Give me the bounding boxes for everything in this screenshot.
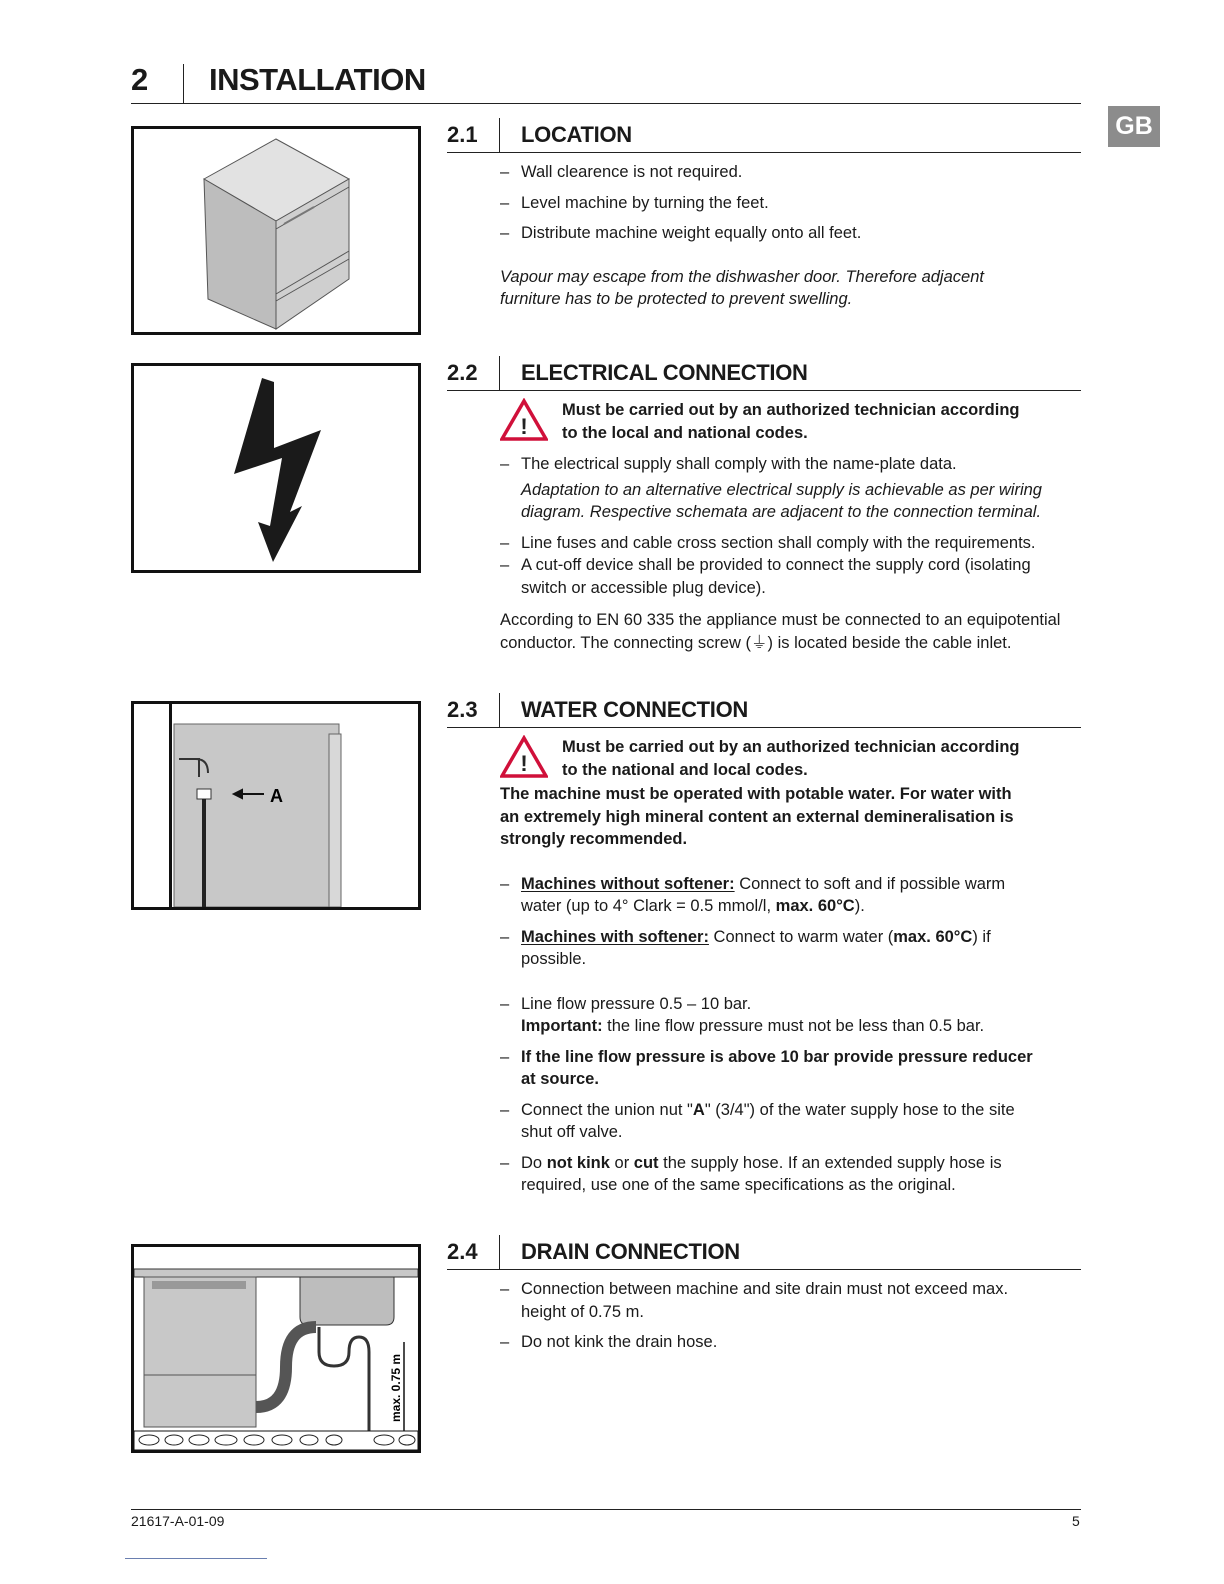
lightning-bolt-icon xyxy=(134,366,418,570)
text-run: the line flow pressure must not be less than 0.5 bar. xyxy=(602,1017,985,1035)
bullet-dash: – xyxy=(500,1333,510,1351)
text-run: A xyxy=(692,1100,705,1119)
list-item xyxy=(500,1331,1081,1354)
text-run: height of 0.75 m. xyxy=(521,1302,644,1321)
warning-triangle-icon xyxy=(500,398,548,449)
list-item xyxy=(500,554,1081,599)
list-item xyxy=(500,873,1081,918)
water-connection-illustration xyxy=(134,704,418,907)
text-run: or xyxy=(609,1153,634,1172)
list-item xyxy=(500,222,1081,245)
svg-text:!: ! xyxy=(520,751,528,776)
section-number: 2.3 xyxy=(447,697,478,722)
text-line xyxy=(521,873,1081,896)
footer-mark xyxy=(125,1558,267,1559)
footer-rule xyxy=(131,1509,1081,1510)
bullet-dash: – xyxy=(500,994,510,1013)
figure-electrical xyxy=(131,363,421,573)
chapter-title: INSTALLATION xyxy=(209,62,426,97)
document-code: 21617-A-01-09 xyxy=(131,1513,225,1529)
text-line xyxy=(521,1099,1081,1122)
bullet-dash: – xyxy=(500,874,510,893)
section-number: 2.4 xyxy=(447,1239,478,1264)
text-line xyxy=(521,1121,1081,1144)
text-run: Do not kink the drain hose. xyxy=(521,1333,718,1351)
text-run: possible. xyxy=(521,950,587,968)
dishwasher-illustration xyxy=(134,129,418,332)
figure-water-connection xyxy=(131,701,421,910)
bullet-dash: – xyxy=(500,927,510,946)
text-run: Distribute machine weight equally onto all feet. xyxy=(521,224,862,242)
text-run: A cut-off device shall be provided to connect the supply cord (isolating xyxy=(521,556,1031,574)
list-item xyxy=(500,1099,1081,1144)
drain-illustration xyxy=(134,1247,418,1450)
text-line xyxy=(500,609,1081,632)
max-height-label: max. 0.75 m xyxy=(389,1353,403,1422)
text-line xyxy=(521,1331,1081,1354)
text-line xyxy=(521,1278,1081,1301)
list-item xyxy=(500,532,1081,555)
text-run: Must be carried out by an authorized technician according xyxy=(562,401,1020,419)
text-run: " (3/4") of the water supply hose to the site xyxy=(704,1100,1015,1119)
language-badge: GB xyxy=(1108,106,1160,147)
paragraph xyxy=(500,609,1081,654)
list-item xyxy=(500,1152,1081,1197)
text-run: to the national and local codes. xyxy=(562,760,808,779)
section-2-4 xyxy=(447,1235,1081,1354)
text-line xyxy=(500,783,1081,806)
list-item xyxy=(500,993,1081,1038)
text-run: diagram. Respective schemata are adjacent to the connection terminal. xyxy=(521,503,1042,521)
section-divider xyxy=(499,1235,500,1269)
text-run: max. 60°C xyxy=(775,897,855,915)
text-line xyxy=(562,736,1081,759)
list-item xyxy=(500,1278,1081,1323)
text-run: ) is located beside the cable inlet. xyxy=(767,633,1012,652)
chapter-number: 2 xyxy=(131,62,149,97)
text-run: The machine must be operated with potable water. For water with xyxy=(500,785,1012,803)
text-run: Connect to warm water ( xyxy=(708,927,894,946)
text-line xyxy=(521,926,1081,949)
text-run: Adaptation to an alternative electrical supply is achievable as per wiring xyxy=(521,480,1042,499)
text-run: to the local and national codes. xyxy=(562,423,808,442)
bullet-dash: – xyxy=(500,1280,510,1298)
text-line xyxy=(562,399,1081,422)
text-run: Level machine by turning the feet. xyxy=(521,193,769,212)
text-run: Vapour may escape from the dishwasher door. Therefore adjacent xyxy=(500,267,984,286)
warning-notice xyxy=(500,736,1081,782)
text-run: Must be carried out by an authorized technician according xyxy=(562,738,1020,756)
text-line xyxy=(521,948,1081,971)
text-run: cut xyxy=(633,1153,659,1172)
bullet-dash: – xyxy=(500,455,510,473)
list-item xyxy=(500,1046,1081,1091)
text-run: the supply hose. If an extended supply hose is xyxy=(658,1153,1002,1172)
section-divider xyxy=(499,693,500,727)
section-heading xyxy=(447,693,1081,728)
figure-dishwasher xyxy=(131,126,421,335)
text-line xyxy=(521,222,1081,245)
bullet-dash: – xyxy=(500,193,510,212)
page-number: 5 xyxy=(1072,1513,1080,1529)
text-run: The electrical supply shall comply with the name-plate data. xyxy=(521,455,957,473)
text-run: Important: xyxy=(521,1017,603,1035)
bullet-dash: – xyxy=(500,163,510,181)
text-run: conductor. The connecting screw ( xyxy=(500,633,751,652)
text-line xyxy=(521,161,1081,184)
text-run: Line flow pressure 0.5 – 10 bar. xyxy=(521,994,752,1013)
section-heading xyxy=(447,356,1081,391)
equipotential-symbol-icon: ⏚ xyxy=(751,633,768,652)
section-2-2 xyxy=(447,356,1081,654)
text-run: shut off valve. xyxy=(521,1123,623,1141)
list-item xyxy=(500,161,1081,184)
text-run: strongly recommended. xyxy=(500,830,688,848)
text-line xyxy=(521,554,1081,577)
list-item xyxy=(500,192,1081,215)
bullet-dash: – xyxy=(500,556,510,574)
text-run: Line fuses and cable cross section shall comply with the requirements. xyxy=(521,533,1036,552)
text-run: water (up to 4° Clark = 0.5 mmol/l, xyxy=(521,897,776,915)
text-line xyxy=(521,1046,1081,1069)
text-line xyxy=(521,192,1081,215)
section-title: DRAIN CONNECTION xyxy=(521,1239,740,1264)
text-line xyxy=(521,993,1081,1016)
text-line xyxy=(562,422,1081,445)
text-run: Do xyxy=(521,1153,547,1172)
text-line xyxy=(521,532,1081,555)
text-line xyxy=(521,1174,1081,1197)
text-line xyxy=(500,288,1081,311)
warning-triangle-icon xyxy=(500,735,548,786)
section-2-3 xyxy=(447,693,1081,1197)
chapter-divider xyxy=(183,64,184,104)
list-item xyxy=(500,453,1081,476)
section-number: 2.2 xyxy=(447,360,478,385)
text-line xyxy=(562,759,1081,782)
text-run: at source. xyxy=(521,1070,599,1088)
text-run: ). xyxy=(854,897,865,915)
bullet-dash: – xyxy=(500,1153,510,1172)
text-run: Machines without softener: xyxy=(521,874,735,893)
section-number: 2.1 xyxy=(447,122,478,147)
section-title: LOCATION xyxy=(521,122,632,147)
bullet-dash: – xyxy=(500,533,510,552)
text-run: Machines with softener: xyxy=(521,927,709,946)
section-divider xyxy=(499,118,500,152)
union-nut-label: A xyxy=(270,786,283,806)
text-line xyxy=(521,453,1081,476)
text-run: According to EN 60 335 the appliance must be connected to an equipotential xyxy=(500,611,1061,629)
text-run: an extremely high mineral content an external demineralisation is xyxy=(500,807,1014,826)
text-run: Connect the union nut " xyxy=(521,1100,693,1119)
text-line xyxy=(521,501,1081,524)
bullet-dash: – xyxy=(500,224,510,242)
bullet-dash: – xyxy=(500,1047,510,1066)
text-line xyxy=(500,806,1081,829)
section-title: ELECTRICAL CONNECTION xyxy=(521,360,808,385)
section-title: WATER CONNECTION xyxy=(521,697,749,722)
text-run: not kink xyxy=(546,1153,610,1172)
text-line xyxy=(521,895,1081,918)
text-line xyxy=(521,1015,1081,1038)
text-line xyxy=(500,828,1081,851)
paragraph xyxy=(500,479,1081,524)
text-run: furniture has to be protected to prevent swelling. xyxy=(500,290,853,308)
text-run: ) if xyxy=(972,927,991,946)
svg-text:!: ! xyxy=(520,414,528,439)
text-run: max. 60°C xyxy=(893,927,973,946)
section-heading xyxy=(447,118,1081,153)
section-heading xyxy=(447,1235,1081,1270)
paragraph xyxy=(500,266,1081,311)
text-run: Connection between machine and site drain must not exceed max. xyxy=(521,1280,1009,1298)
text-run: Connect to soft and if possible warm xyxy=(734,874,1006,893)
bullet-dash: – xyxy=(500,1100,510,1119)
text-line xyxy=(521,479,1081,502)
text-line xyxy=(521,1068,1081,1091)
text-run: switch or accessible plug device). xyxy=(521,578,766,597)
text-line xyxy=(521,577,1081,600)
text-line xyxy=(521,1301,1081,1324)
text-run: Wall clearence is not required. xyxy=(521,163,743,181)
paragraph xyxy=(500,783,1081,851)
list-item xyxy=(500,926,1081,971)
text-run: If the line flow pressure is above 10 bar provide pressure reducer xyxy=(521,1047,1033,1066)
section-2-1 xyxy=(447,118,1081,311)
text-run: required, use one of the same specifications as the original. xyxy=(521,1176,956,1194)
text-line xyxy=(500,266,1081,289)
text-line xyxy=(500,632,1081,655)
chapter-rule xyxy=(131,103,1081,104)
warning-notice xyxy=(500,399,1081,445)
figure-drain-connection xyxy=(131,1244,421,1453)
text-line xyxy=(521,1152,1081,1175)
section-divider xyxy=(499,356,500,390)
